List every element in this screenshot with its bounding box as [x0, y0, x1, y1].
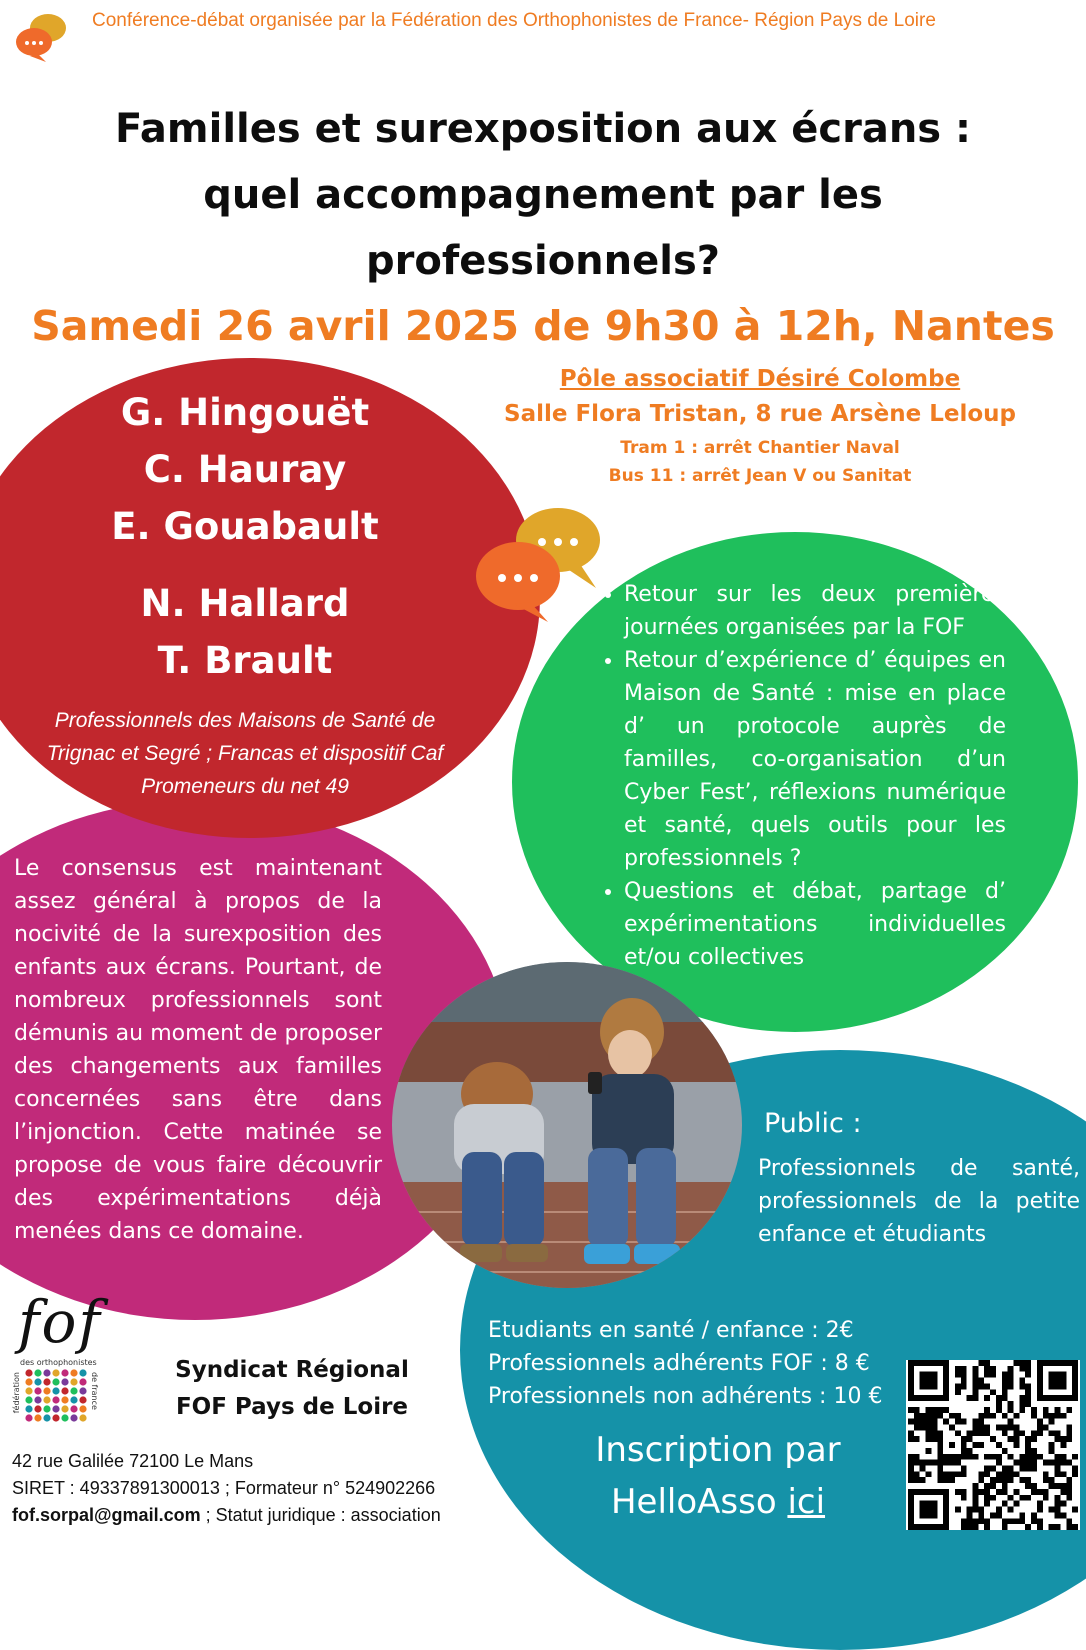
pricing-list	[488, 1314, 882, 1413]
registration-platform: HelloAsso	[610, 1482, 777, 1522]
qr-code[interactable]	[906, 1360, 1080, 1530]
speaker-name: C. Hauray	[143, 448, 347, 491]
programme-item: • Retour d’expérience d’ équipes en Maison de Santé : mise en place d’ un protocole auprès de familles, co-organisation d’un Cyber Fest’, réflexions numérique et santé, quels outils pour les professionnels ?	[624, 644, 1006, 875]
venue-block	[470, 364, 1050, 490]
organizer-line: Conférence-débat organisée par la Fédération des Orthophonistes de France- Région Pays de Loire	[92, 10, 936, 31]
venue-name: Pôle associatif Désiré Colombe	[559, 366, 961, 392]
syndicate-line-1: Syndicat Régional	[175, 1357, 409, 1383]
fof-logo-side-right: de france	[90, 1372, 99, 1410]
syndicate-name	[150, 1352, 434, 1426]
speakers-list	[40, 384, 450, 689]
registration-line-1: Inscription par	[595, 1430, 841, 1470]
programme-item: • Retour sur les deux premières journées organisées par la FOF	[624, 578, 1006, 644]
address-line: 42 rue Galilée 72100 Le Mans	[12, 1451, 254, 1471]
price-line: Professionnels adhérents FOF : 8 €	[488, 1351, 870, 1376]
venue-bus: Bus 11 : arrêt Jean V ou Sanitat	[608, 466, 912, 486]
venue-tram: Tram 1 : arrêt Chantier Naval	[620, 438, 900, 458]
legal-status: ; Statut juridique : association	[200, 1505, 441, 1525]
programme-item: • Questions et débat, partage d’ expérimentations individuelles et/ou collectives	[624, 875, 1006, 974]
registration-line-2	[560, 1476, 876, 1528]
footer-address	[12, 1448, 441, 1529]
chat-bubble-icon	[470, 504, 610, 628]
speaker-name: T. Brault	[157, 639, 333, 682]
chat-bubble-small-icon	[12, 10, 68, 66]
price-line: Professionnels non adhérents : 10 €	[488, 1384, 883, 1409]
teens-with-phones-photo	[392, 962, 742, 1288]
public-text: Professionnels de santé, professionnels de la petite enfance et étudiants	[758, 1156, 1080, 1247]
speakers-description: Professionnels des Maisons de Santé de Trignac et Segré ; Francas et dispositif Caf Promeneurs du net 49	[46, 709, 444, 798]
intro-text: Le consensus est maintenant assez général à propos de la nocivité de la surexposition des enfants aux écrans. Pourtant, de nombreux professionnels sont démunis au moment de proposer des changements aux familles concernées sans être dans l’injonction. Cette matinée se propose de vous faire découvrir des expérimentations déjà menées dans ce domaine.	[14, 856, 382, 1244]
fof-logo-text: fof	[18, 1288, 102, 1356]
syndicate-line-2: FOF Pays de Loire	[175, 1394, 409, 1420]
contact-line	[12, 1502, 441, 1529]
page-title	[40, 96, 1046, 294]
fof-logo-dots	[24, 1368, 90, 1432]
registration-link[interactable]: ici	[787, 1482, 826, 1522]
venue-room: Salle Flora Tristan, 8 rue Arsène Leloup	[504, 401, 1016, 427]
title-line-2: quel accompagnement par les	[203, 172, 883, 218]
speaker-name: E. Gouabault	[111, 505, 379, 548]
speaker-name: G. Hingouët	[120, 391, 370, 434]
event-date: Samedi 26 avril 2025 de 9h30 à 12h, Nantes	[31, 302, 1055, 350]
registration-block	[560, 1424, 876, 1528]
fof-logo-side-left: fédération	[12, 1372, 21, 1414]
email-link[interactable]: fof.sorpal@gmail.com	[12, 1505, 201, 1525]
siret-line: SIRET : 49337891300013 ; Formateur n° 524902266	[12, 1478, 436, 1498]
public-title: Public :	[764, 1108, 862, 1139]
price-line: Etudiants en santé / enfance : 2€	[488, 1318, 854, 1343]
title-line-3: professionnels?	[366, 238, 720, 284]
programme-list	[600, 578, 1006, 974]
speaker-name: N. Hallard	[140, 582, 350, 625]
title-line-1: Familles et surexposition aux écrans :	[114, 106, 972, 152]
fof-logo-subtitle: des orthophonistes	[20, 1358, 97, 1367]
